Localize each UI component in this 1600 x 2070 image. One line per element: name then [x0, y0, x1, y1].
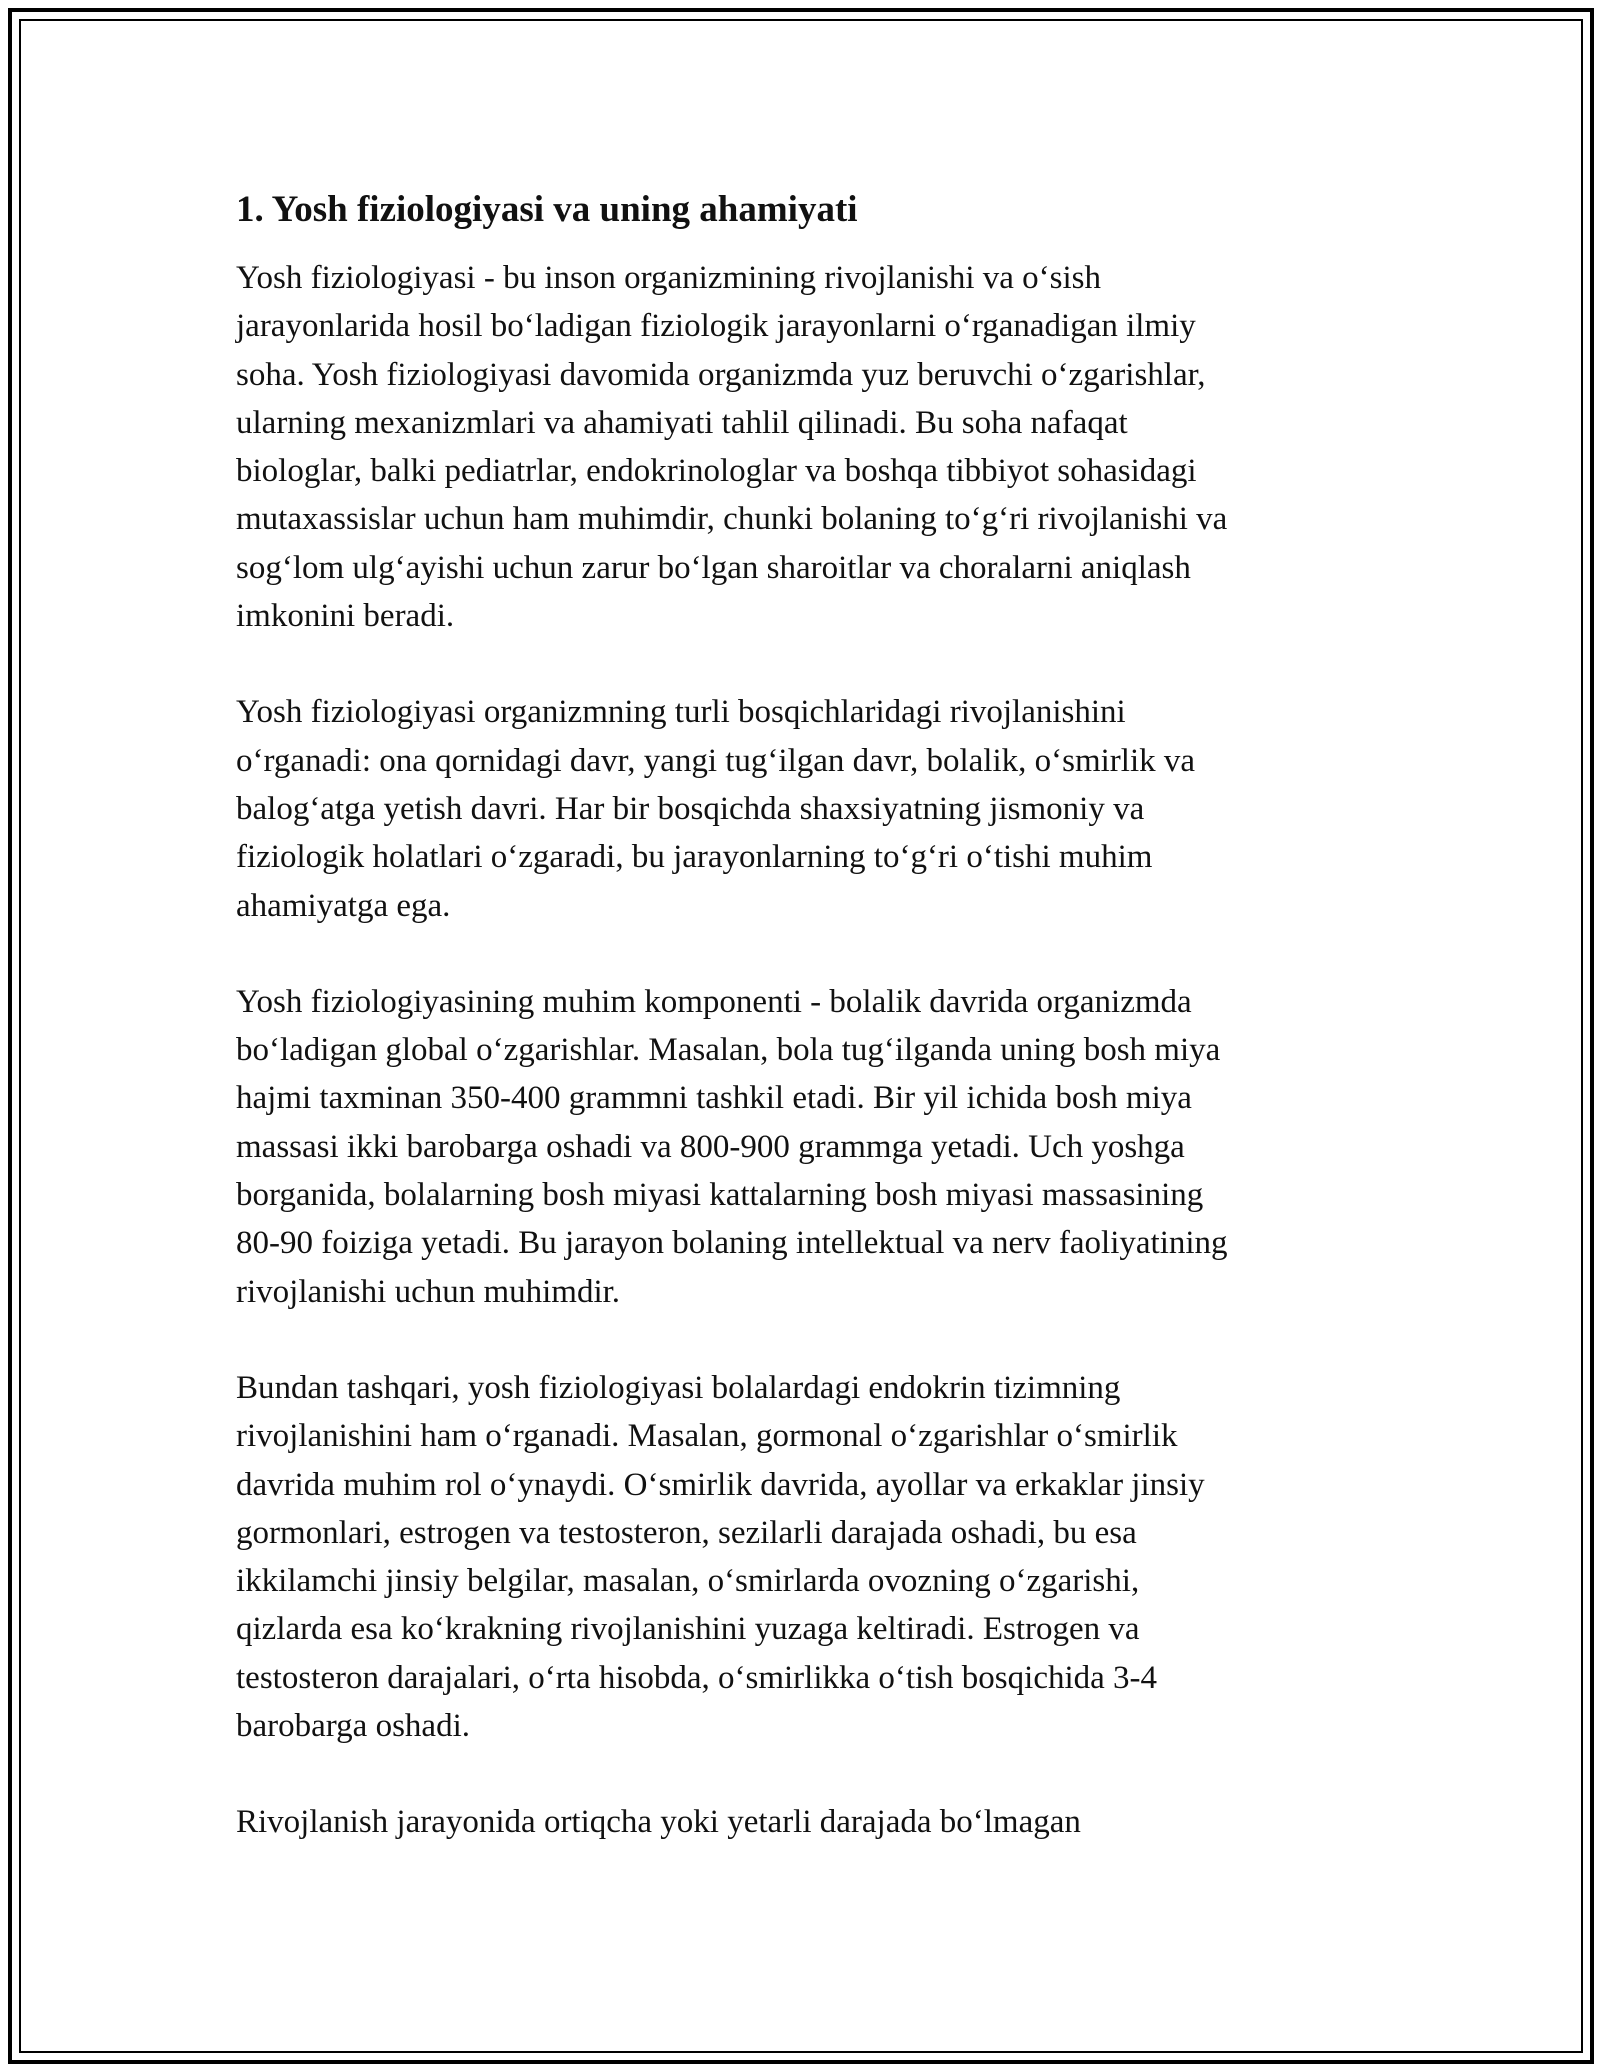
paragraph-line: biologlar, balki pediatrlar, endokrinologlar va boshqa tibbiyot sohasidagi: [236, 453, 1197, 490]
paragraph-line: Yosh fiziologiyasining muhim komponenti - bolalik davrida organizmda: [236, 983, 1192, 1020]
paragraph-line: 80-90 foiziga yetadi. Bu jarayon bolaning intellektual va nerv faoliyatining: [236, 1225, 1228, 1262]
section-heading: 1. Yosh fiziologiyasi va uning ahamiyati: [236, 189, 858, 230]
paragraph-line: imkonini beradi.: [236, 598, 455, 635]
document-body: [236, 186, 1356, 1895]
paragraph-line: rivojlanishi uchun muhimdir.: [236, 1273, 621, 1310]
paragraph-line: ahamiyatga ega.: [236, 887, 451, 924]
paragraph-line: o‘rganadi: ona qornidagi davr, yangi tug‘ilgan davr, bolalik, o‘smirlik va: [236, 742, 1196, 779]
paragraph-line: qizlarda esa ko‘krakning rivojlanishini yuzaga keltiradi. Estrogen va: [236, 1611, 1140, 1648]
paragraph-endocrine: [236, 1364, 1356, 1750]
paragraph-line: rivojlanishini ham o‘rganadi. Masalan, gormonal o‘zgarishlar o‘smirlik: [236, 1418, 1178, 1455]
paragraph-line: sog‘lom ulg‘ayishi uchun zarur bo‘lgan sharoitlar va choralarni aniqlash: [236, 549, 1191, 586]
paragraph-line: testosteron darajalari, o‘rta hisobda, o‘smirlikka o‘tish bosqichida 3-4: [236, 1659, 1158, 1696]
paragraph-line: Rivojlanish jarayonida ortiqcha yoki yetarli darajada bo‘lmagan: [236, 1804, 1081, 1841]
paragraph-line: gormonlari, estrogen va testosteron, sezilarli darajada oshadi, bu esa: [236, 1514, 1137, 1551]
paragraph-line: mutaxassislar uchun ham muhimdir, chunki bolaning to‘g‘ri rivojlanishi va: [236, 501, 1228, 538]
paragraph-definition: [236, 254, 1356, 640]
paragraph-line: hajmi taxminan 350-400 grammni tashkil etadi. Bir yil ichida bosh miya: [236, 1080, 1192, 1117]
paragraph-line: Yosh fiziologiyasi organizmning turli bosqichlaridagi rivojlanishini: [236, 694, 1126, 731]
paragraph-line: ularning mexanizmlari va ahamiyati tahlil qilinadi. Bu soha nafaqat: [236, 404, 1128, 441]
paragraph-continuation: [236, 1798, 1356, 1846]
paragraph-stages: [236, 688, 1356, 929]
paragraph-line: borganida, bolalarning bosh miyasi kattalarning bosh miyasi massasining: [236, 1177, 1204, 1214]
paragraph-line: soha. Yosh fiziologiyasi davomida organizmda yuz beruvchi o‘zgarishlar,: [236, 356, 1206, 393]
paragraph-line: davrida muhim rol o‘ynaydi. O‘smirlik davrida, ayollar va erkaklar jinsiy: [236, 1466, 1205, 1503]
paragraph-line: barobarga oshadi.: [236, 1708, 470, 1745]
paragraph-line: balog‘atga yetish davri. Har bir bosqichda shaxsiyatning jismoniy va: [236, 790, 1145, 827]
paragraph-brain-growth: [236, 978, 1356, 1316]
paragraph-line: bo‘ladigan global o‘zgarishlar. Masalan, bola tug‘ilganda uning bosh miya: [236, 1032, 1221, 1069]
paragraph-line: ikkilamchi jinsiy belgilar, masalan, o‘smirlarda ovozning o‘zgarishi,: [236, 1563, 1140, 1600]
paragraph-line: jarayonlarida hosil bo‘ladigan fiziologik jarayonlarni o‘rganadigan ilmiy: [236, 308, 1196, 345]
paragraph-line: Yosh fiziologiyasi - bu inson organizmining rivojlanishi va o‘sish: [236, 260, 1102, 296]
paragraph-line: Bundan tashqari, yosh fiziologiyasi bolalardagi endokrin tizimning: [236, 1369, 1121, 1406]
paragraph-line: massasi ikki barobarga oshadi va 800-900 grammga yetadi. Uch yoshga: [236, 1128, 1185, 1165]
paragraph-line: fiziologik holatlari o‘zgaradi, bu jarayonlarning to‘g‘ri o‘tishi muhim: [236, 839, 1153, 876]
